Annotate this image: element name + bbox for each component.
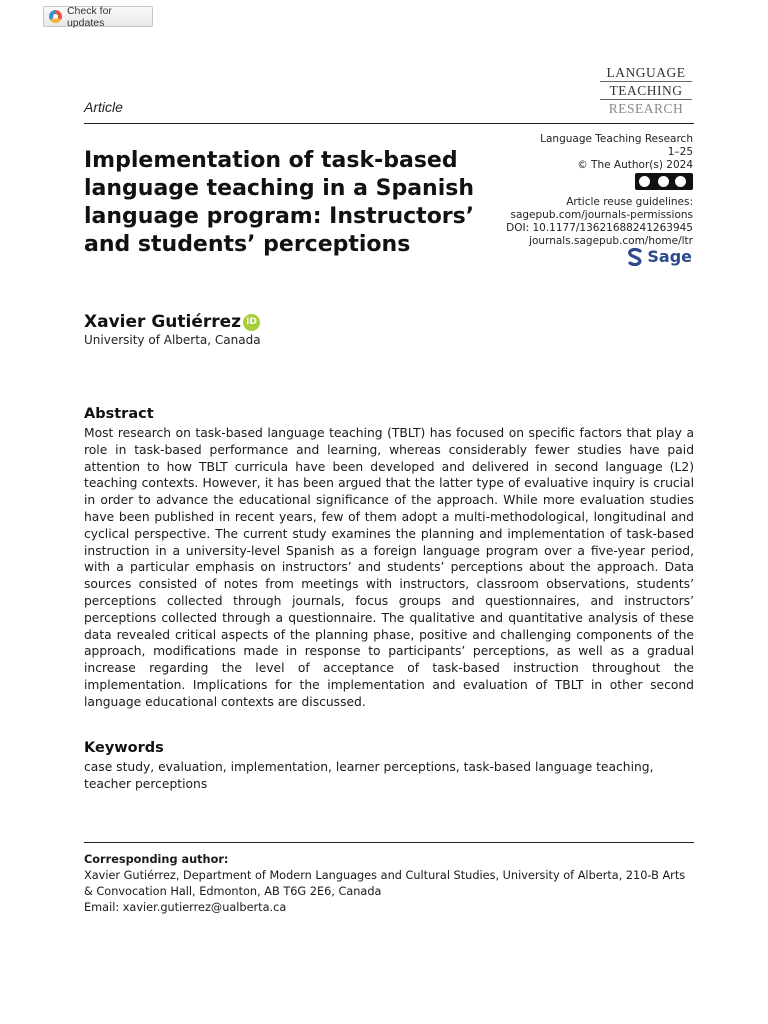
check-for-updates-label: Check for updates <box>66 4 112 29</box>
journal-logo-line2: TEACHING <box>600 81 692 99</box>
journal-name: Language Teaching Research <box>540 133 693 145</box>
author <box>84 312 260 332</box>
publisher-logo <box>628 247 692 266</box>
journal-logo <box>600 64 692 117</box>
keywords-text: case study, evaluation, implementation, learner perceptions, task-based language teaching, teacher perceptions <box>84 760 654 791</box>
abstract-text: Most research on task-based language teaching (TBLT) has focused on specific factors that play a role in task-based performance and learning, whereas considerably fewer studies have paid attention to how TBLT curricula have been developed and delivered in second language (L2) teaching contexts. However, it has been argued that the latter type of evaluative inquiry is crucial in order to advance the educational significance of the approach. While more evaluation studies have been published in recent years, few of them adopt a multi-methodological, longitudinal and cyclical perspective. The current study examines the planning and implementation of task-based instruction in a university-level Spanish as a foreign language program over a five-year period, with a particular emphasis on instructors’ and students’ perceptions about the approach. Data sources consisted of notes from meetings with instructors, classroom observations, students’ perceptions collected through journals, focus groups and questionnaires, and instructors’ perceptions collected through a questionnaire. The qualitative and quantitative analysis of these data revealed critical aspects of the planning phase, positive and challenging components of the approach, modifications made in response to participants’ perceptions, as well as a gradual increase regarding the level of acceptance of task-based instruction throughout the implementation. Implications for the implementation and evaluation of TBLT in other second language educational contexts are discussed. <box>84 426 694 709</box>
header-divider <box>84 123 694 124</box>
publisher-name: Sage <box>647 247 692 266</box>
article-title: Implementation of task-based language teaching in a Spanish language program: Instructors’ and students’ perceptions <box>84 148 475 257</box>
copyright: © The Author(s) 2024 <box>577 159 693 171</box>
journal-logo-line1: LANGUAGE <box>606 65 686 80</box>
doi[interactable]: DOI: 10.1177/13621688241263945 <box>506 222 693 234</box>
check-for-updates-button[interactable] <box>43 6 153 27</box>
corresponding-author-email[interactable]: Email: xavier.gutierrez@ualberta.ca <box>84 901 287 914</box>
orcid-icon[interactable]: iD <box>243 314 260 331</box>
crossmark-icon <box>49 10 62 23</box>
author-name: Xavier Gutiérrez <box>84 312 242 332</box>
keywords-heading: Keywords <box>84 740 164 756</box>
abstract-heading: Abstract <box>84 406 154 422</box>
article-metadata <box>506 133 693 248</box>
reuse-guidelines-link[interactable]: sagepub.com/journals-permissions <box>510 209 693 221</box>
journal-logo-line3: RESEARCH <box>600 99 692 117</box>
cc-by-nc-icon[interactable] <box>635 173 693 190</box>
journal-url[interactable]: journals.sagepub.com/home/ltr <box>529 235 693 247</box>
corresponding-author <box>84 852 696 916</box>
article-type-label: Article <box>84 99 123 115</box>
page-range: 1–25 <box>667 146 693 158</box>
footer-divider <box>84 842 694 843</box>
author-affiliation: University of Alberta, Canada <box>84 333 261 347</box>
corresponding-author-address: Xavier Gutiérrez, Department of Modern Languages and Cultural Studies, University of Alberta, 210-B Arts & Convocation Hall, Edmonton, AB T6G 2E6, Canada <box>84 869 686 898</box>
sage-s-icon <box>628 248 642 266</box>
reuse-guidelines-label: Article reuse guidelines: <box>566 196 693 208</box>
corresponding-author-heading: Corresponding author: <box>84 853 229 866</box>
